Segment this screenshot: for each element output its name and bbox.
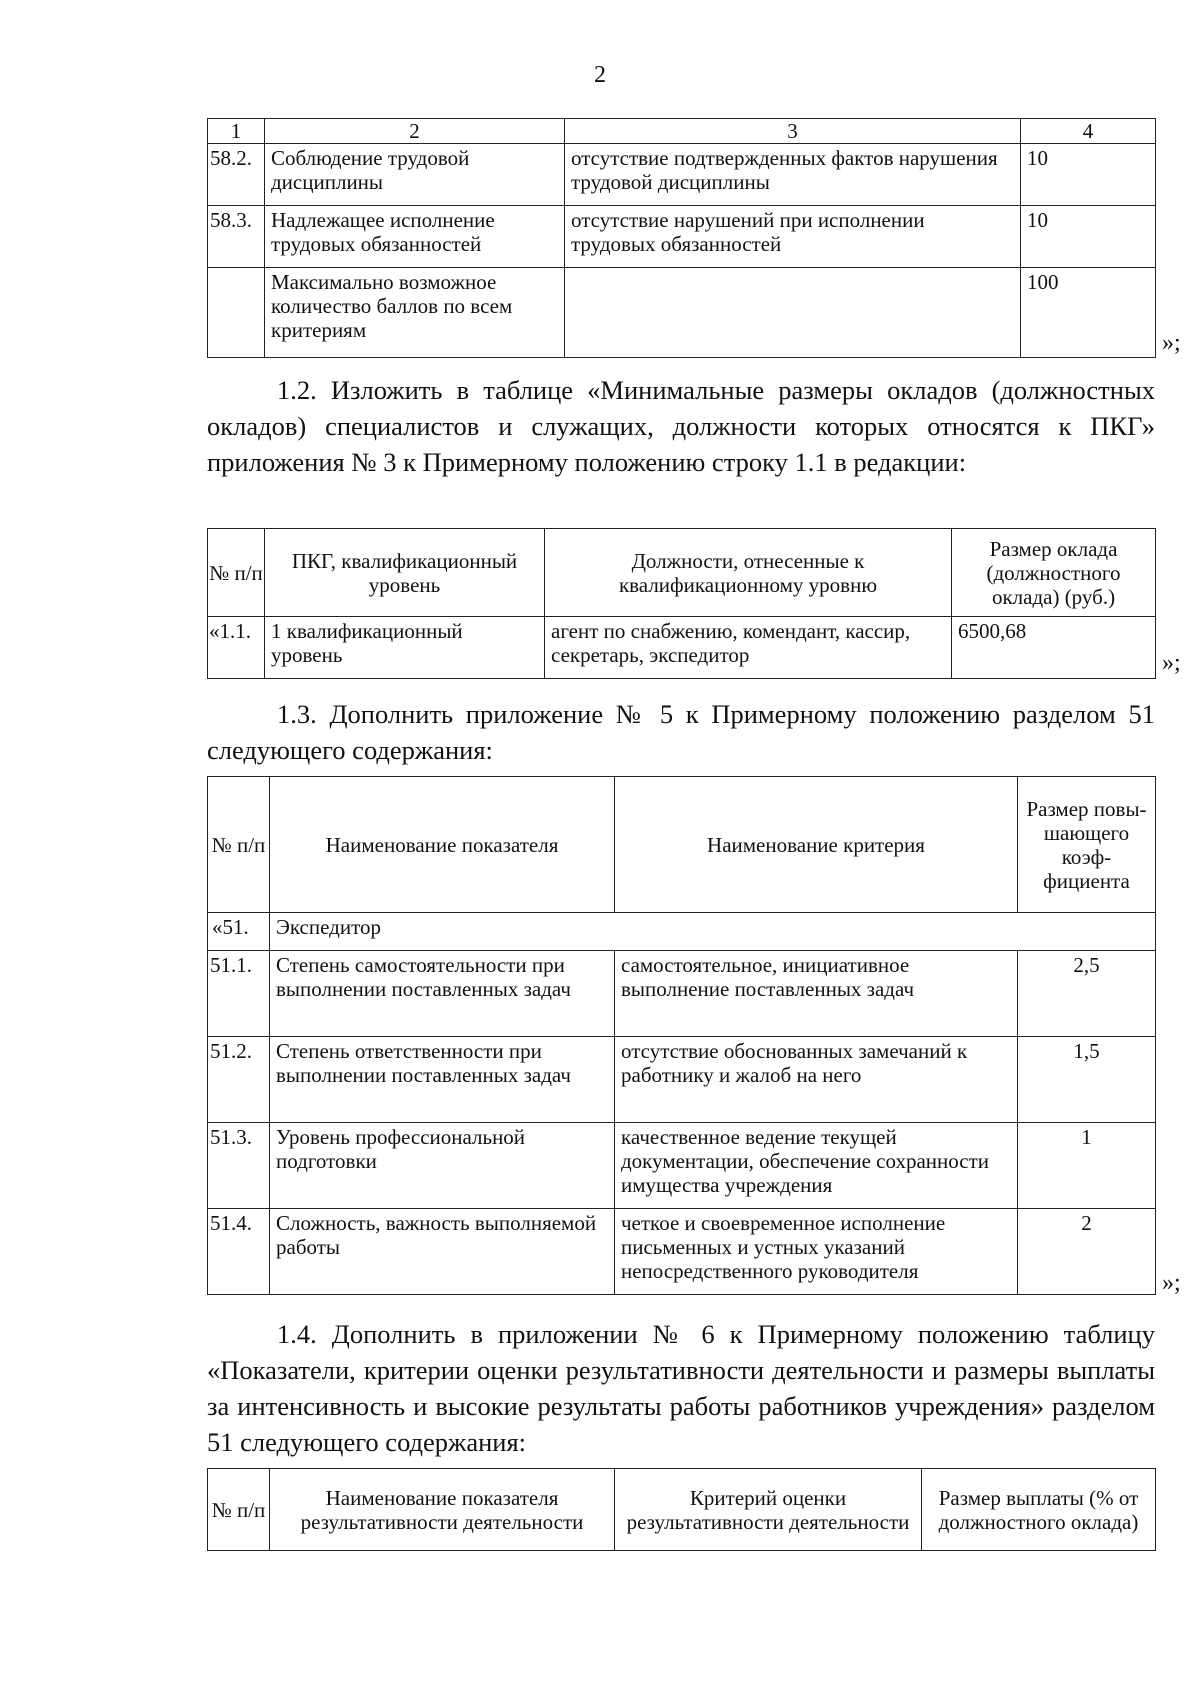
header-number: № п/п [208,777,270,913]
section-row [208,913,1156,951]
paragraph-text: 1.2. Изложить в таблице «Минимальные размеры окладов (должностных окладов) специалистов и служащих, должности которых относятся к ПКГ» приложения № 3 к Примерному положению строку 1.1 в редакции: [207,375,1155,477]
row-number: 58.3. [208,206,265,268]
paragraph-text: 1.4. Дополнить в приложении № 6 к Примерному положению таблицу «Показатели, критерии оценки результативности деятельности и размеры выплаты за интенсивность и высокие результаты работы работников учреждения» разделом 51 следующего содержания: [207,1319,1155,1457]
row-number: «1.1. [208,617,265,679]
salary-cell: 6500,68 [952,617,1156,679]
header-number: № п/п [208,1469,270,1551]
header-salary: Размер оклада (должностного оклада) (руб.) [952,529,1156,617]
page-number: 2 [594,62,606,88]
header-pkg: ПКГ, квалификационный уровень [265,529,545,617]
table-row [208,268,1156,358]
salary-table [207,528,1156,679]
criterion-cell [565,268,1021,358]
table-row [208,144,1156,206]
header-criterion: Критерий оценки результативности деятельности [615,1469,922,1551]
paragraph-1-2 [207,372,1155,480]
column-number-2: 2 [265,119,565,144]
column-number-3: 3 [565,119,1021,144]
criterion-cell: отсутствие нарушений при исполнении трудовых обязанностей [565,206,1021,268]
criterion-cell: отсутствие подтвержденных фактов нарушения трудовой дисциплины [565,144,1021,206]
row-number: 51.4. [208,1209,270,1295]
paragraph-text: 1.3. Дополнить приложение № 5 к Примерному положению разделом 51 следующего содержания: [207,699,1155,765]
row-number: 58.2. [208,144,265,206]
criterion-cell: самостоятельное, инициативное выполнение поставленных задач [615,951,1018,1037]
row-number: 51.1. [208,951,270,1037]
table-header-row [208,529,1156,617]
header-positions: Должности, отнесенные к квалификационному уровню [545,529,952,617]
row-number [208,268,265,358]
column-number-4: 4 [1021,119,1156,144]
value-cell: 1,5 [1018,1037,1156,1123]
table-header-row [208,1469,1156,1551]
criteria-table-58 [207,118,1156,358]
value-cell: 2 [1018,1209,1156,1295]
indicator-cell: Степень ответственности при выполнении поставленных задач [270,1037,615,1123]
header-indicator: Наименование показателя [270,777,615,913]
criterion-cell: отсутствие обоснованных замечаний к работнику и жалоб на него [615,1037,1018,1123]
section-title: Экспедитор [270,913,1156,951]
indicator-cell: Соблюдение трудовой дисциплины [265,144,565,206]
row-number: 51.2. [208,1037,270,1123]
value-cell: 2,5 [1018,951,1156,1037]
table-header-row [208,777,1156,913]
table-row [208,951,1156,1037]
header-coefficient: Размер повы- шающего коэф- фициента [1018,777,1156,913]
value-cell: 100 [1021,268,1156,358]
section-number: «51. [208,913,270,951]
indicator-cell: Максимально возможное количество баллов по всем критериям [265,268,565,358]
value-cell: 10 [1021,144,1156,206]
header-payment: Размер выплаты (% от должностного оклада) [922,1469,1156,1551]
table-row [208,1037,1156,1123]
header-number: № п/п [208,529,265,617]
table-row [208,1209,1156,1295]
quote-closer: »; [1162,330,1181,356]
header-criterion: Наименование критерия [615,777,1018,913]
table-row [208,206,1156,268]
criterion-cell: качественное ведение текущей документации, обеспечение сохранности имущества учреждения [615,1123,1018,1209]
criterion-cell: четкое и своевременное исполнение письменных и устных указаний непосредственного руководителя [615,1209,1018,1295]
value-cell: 1 [1018,1123,1156,1209]
value-cell: 10 [1021,206,1156,268]
payment-table [207,1468,1156,1551]
indicator-cell: Степень самостоятельности при выполнении поставленных задач [270,951,615,1037]
column-number-1: 1 [208,119,265,144]
table-row [208,617,1156,679]
quote-closer: »; [1162,1270,1181,1296]
positions-cell: агент по снабжению, комендант, кассир, секретарь, экспедитор [545,617,952,679]
paragraph-1-4 [207,1316,1155,1460]
table-header-row [208,119,1156,144]
row-number: 51.3. [208,1123,270,1209]
indicator-cell: Сложность, важность выполняемой работы [270,1209,615,1295]
table-row [208,1123,1156,1209]
indicator-cell: Уровень профессиональной подготовки [270,1123,615,1209]
header-indicator: Наименование показателя результативности деятельности [270,1469,615,1551]
paragraph-1-3 [207,696,1155,768]
pkg-cell: 1 квалификационный уровень [265,617,545,679]
coefficient-table [207,776,1156,1295]
indicator-cell: Надлежащее исполнение трудовых обязанностей [265,206,565,268]
quote-closer: »; [1162,650,1181,676]
